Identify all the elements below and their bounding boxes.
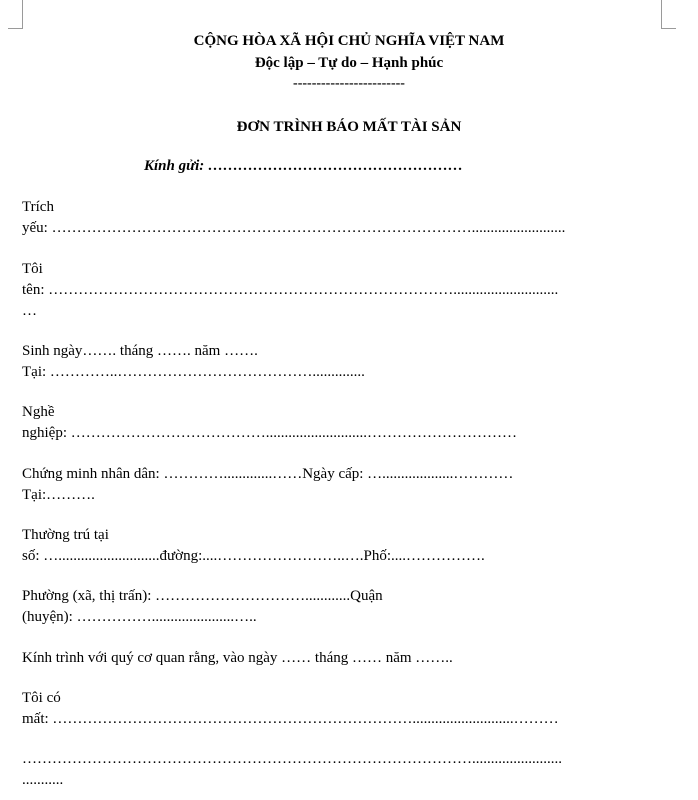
lost-items-field-end[interactable]: ...........	[22, 772, 64, 788]
summary-label: Trích	[22, 199, 54, 215]
recipient-label: Kính gửi:	[144, 158, 205, 174]
occupation-field[interactable]: nghiệp: …………………………………...........................…………………………	[22, 425, 517, 441]
lost-items-label: Tôi có	[22, 690, 61, 706]
residence-label: Thường trú tại	[22, 527, 109, 543]
name-label: Tôi	[22, 261, 43, 277]
national-title: CỘNG HÒA XÃ HỘI CHỦ NGHĨA VIỆT NAM	[193, 33, 505, 49]
district-field[interactable]: (huyện): ……………......................…..	[22, 609, 257, 625]
lost-items-field[interactable]: mất: ………………………………………………………………...........................………	[22, 711, 559, 727]
address-field[interactable]: số: …...........................đường:....……………………..….Phố:....…………….	[22, 548, 485, 564]
recipient-blank[interactable]: ……………………………………………	[208, 158, 464, 174]
birth-date-field[interactable]: Sinh ngày……. tháng ……. năm …….	[22, 343, 258, 359]
page-corner-mark-right	[661, 0, 676, 29]
recipient-line	[144, 158, 463, 175]
birth-place-field[interactable]: Tại: …………..…………………………………..............	[22, 364, 365, 380]
motto: Độc lập – Tự do – Hạnh phúc	[254, 55, 444, 71]
lost-items-field-continued[interactable]: ………………………………………………………………………………........................	[22, 751, 562, 767]
id-card-field[interactable]: Chứng minh nhân dân: ………….............……Ngày cấp: …...................…………	[22, 466, 514, 482]
occupation-label: Nghề	[22, 404, 55, 420]
id-issue-place-field[interactable]: Tại:……….	[22, 487, 95, 503]
document-title: ĐƠN TRÌNH BÁO MẤT TÀI SẢN	[236, 119, 462, 135]
name-field[interactable]: tên: ………………………………………………………………………............................	[22, 282, 559, 298]
page-corner-mark-left	[8, 0, 23, 29]
summary-field[interactable]: yếu: ………………………………………………………………………….........................	[22, 220, 566, 236]
name-field-continued[interactable]: …	[22, 303, 37, 319]
header-divider: ------------------------	[293, 76, 405, 91]
ward-district-field[interactable]: Phường (xã, thị trấn): …………………………............Quận	[22, 588, 383, 604]
incident-date-field[interactable]: Kính trình với quý cơ quan rằng, vào ngày …… tháng …… năm ……..	[22, 650, 453, 666]
